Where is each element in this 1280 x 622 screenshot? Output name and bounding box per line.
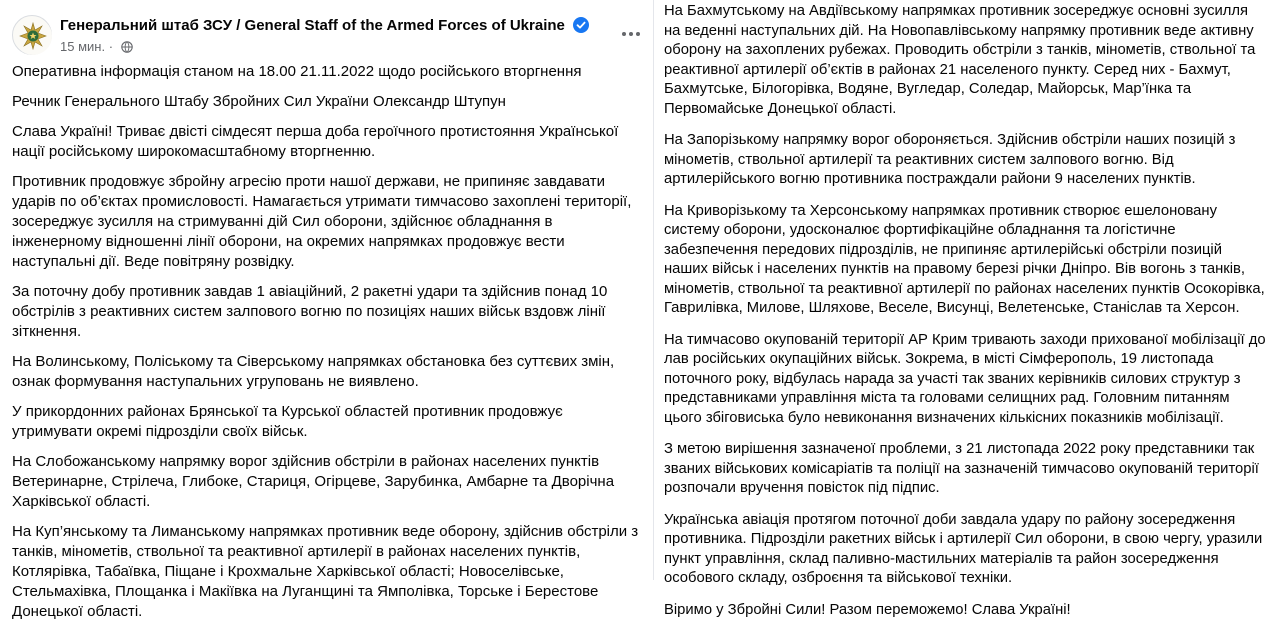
more-options-button[interactable]: [619, 22, 643, 46]
avatar[interactable]: [12, 15, 52, 55]
post-timestamp[interactable]: 15 мин.: [60, 39, 106, 54]
post-meta: [60, 39, 133, 54]
more-horizontal-icon: [621, 31, 641, 37]
page-name-link[interactable]: [60, 17, 589, 34]
page-name[interactable]: Генеральний штаб ЗСУ / General Staff of the Armed Forces of Ukraine: [60, 17, 565, 34]
post-paragraph: Слава Україні! Триває двісті сімдесят перша доба героїчного протистояння Української нації російському широкомасштабному вторгненню.: [12, 123, 619, 160]
post-right-panel: [653, 0, 1280, 618]
globe-icon: [121, 41, 133, 53]
verified-badge-icon: [573, 17, 589, 33]
post-paragraph: На тимчасово окупованій території АР Крим тривають заходи прихованої мобілізації до лав російських окупаційних військ. Зокрема, в місті Сімферополь, 19 листопада поточного року, відбулась нарада за участі так званих керівників силових структур з представниками управління міста та головами селищних рад. Головним питанням цього збіговиська було невиконання визначених кількісних показників мобілізації.: [664, 331, 1266, 426]
post-paragraph: У прикордонних районах Брянської та Курської областей противник продовжує утримувати окремі підрозділи своїх військ.: [12, 403, 563, 440]
post-body-right: [654, 0, 1280, 620]
post-paragraph: Українська авіація протягом поточної доби завдала удару по району зосередження противника. Підрозділи ракетних військ і артилерії Сил оборони, в свою чергу, уразили пункт управління, склад паливно-мастильних матеріалів та район зосередження особового складу, озброєння та військової техніки.: [664, 511, 1263, 586]
post-paragraph: Оперативна інформація станом на 18.00 21.11.2022 щодо російського вторгнення: [12, 63, 582, 80]
post-paragraph: Речник Генерального Штабу Збройних Сил України Олександр Штупун: [12, 93, 506, 110]
general-staff-emblem-icon: [13, 16, 53, 56]
post-paragraph: Віримо у Збройні Сили! Разом переможемо! Слава Україні!: [664, 601, 1071, 618]
meta-separator: ·: [108, 39, 114, 54]
post-paragraph: На Куп’янському та Лиманському напрямках противник веде оборону, здійснив обстріли з танків, мінометів, ствольної та реактивної артилерії в районах населених пунктів, Котлярівка, Табаївка, Піщане і Крохмальне Харківської області; Новоселівське, Стельмахівка, Площанка і Макіївка на Луганщині та Ямполівка, Торське і Берестове Донецької області.: [12, 523, 639, 620]
post-header: [0, 0, 653, 62]
post-paragraph: З метою вирішення зазначеної проблеми, з 21 листопада 2022 року представники так званих військових комісаріатів та поліції на зазначеній тимчасово окупованій території розпочали вручення повісток під підпис.: [664, 441, 1259, 496]
post-paragraph: На Слобожанському напрямку ворог здійснив обстріли в районах населених пунктів Ветеринарне, Стрілеча, Глибоке, Стариця, Огірцеве, Зарубинка, Амбарне та Дворічна Харківської області.: [12, 453, 615, 510]
post-paragraph: Противник продовжує збройну агресію проти нашої держави, не припиняє завдавати ударів по об’єктах промисловості. Намагається утримати тимчасово захоплені території, зосереджує зусилля на стримуванні дій Сил оборони, здійснює обладнання в інженерному відношенні лінії оборони, на окремих напрямках продовжує вести наступальні дії. Веде повітряну розвідку.: [12, 173, 632, 270]
post-paragraph: На Криворізькому та Херсонському напрямках противник створює ешелоновану систему оборони, удосконалює фортифікаційне обладнання та логістичне забезпечення передових підрозділів, не припиняє артилерійські обстріли позицій наших військ і населених пунктів на правому березі річки Дніпро. Вів вогонь з танків, мінометів, ствольної та реактивної артилерії по районах населених пунктів Осокорівка, Гаврилівка, Милове, Шляхове, Веселе, Висунці, Велетенське, Станіслав та Херсон.: [664, 202, 1265, 316]
post-paragraph: За поточну добу противник завдав 1 авіаційний, 2 ракетні удари та здійснив понад 10 обстрілів з реактивних систем залпового вогню по позиціях наших військ вздовж лінії зіткнення.: [12, 283, 608, 340]
post-body-left: [0, 62, 653, 622]
post-paragraph: На Бахмутському на Авдіївському напрямках противник зосереджує основні зусилля на веденні наступальних дій. На Новопавлівському напрямку противник веде активну оборону на захоплених рубежах. Проводить обстріли з танків, мінометів, ствольної та реактивної артилерії об’єктів в районах 21 населеного пункту. Серед них - Бахмут, Бахмутське, Білогорівка, Водяне, Вугледар, Соледар, Майорськ, Мар’їнка та Первомайське Донецької області.: [664, 3, 1256, 117]
post-paragraph: На Волинському, Поліському та Сіверському напрямках обстановка без суттєвих змін, ознак формування наступальних угруповань не виявлено.: [12, 353, 615, 390]
post-paragraph: На Запорізькому напрямку ворог обороняється. Здійснив обстріли наших позицій з мінометів, ствольної артилерії та реактивних систем залпового вогню. Від артилерійського вогню противника постраждали райони 9 населених пунктів.: [664, 132, 1236, 187]
